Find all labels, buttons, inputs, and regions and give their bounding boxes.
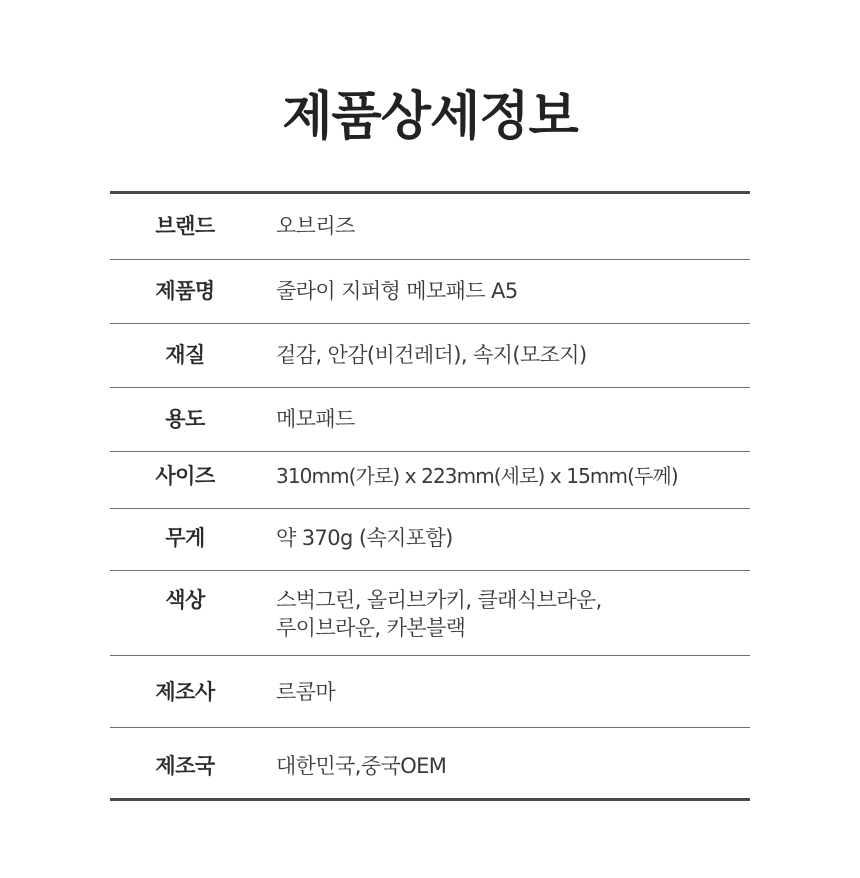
spec-row-usage [110,387,750,451]
spec-row-product-name [110,259,750,323]
spec-value-origin: 대한민국,중국OEM [276,754,447,778]
spec-value-product-name: 줄라이 지퍼형 메모패드 A5 [276,279,518,303]
spec-label-manufacturer: 제조사 [155,680,215,704]
spec-value-color-line-1: 스벅그린, 올리브카키, 클래식브라운, [276,588,602,612]
spec-row-size [110,451,750,508]
spec-row-weight [110,508,750,570]
spec-row-brand [110,194,750,259]
spec-row-color [110,570,750,655]
spec-value-brand: 오브리즈 [276,214,355,238]
spec-row-material [110,323,750,387]
spec-label-size: 사이즈 [155,464,215,488]
spec-table [110,191,750,801]
spec-label-usage: 용도 [165,407,205,431]
spec-value-color [260,586,750,642]
spec-value-size: 310mm(가로) x 223mm(세로) x 15mm(두께) [276,464,678,488]
spec-label-material: 재질 [165,343,205,367]
spec-value-color-line-2: 루이브라운, 카본블랙 [276,616,466,640]
spec-label-product-name: 제품명 [155,279,215,303]
spec-value-usage: 메모패드 [276,407,355,431]
spec-value-manufacturer: 르콤마 [276,680,336,704]
spec-label-origin: 제조국 [155,754,215,778]
spec-value-material: 겉감, 안감(비건레더), 속지(모조지) [276,343,587,367]
page-title: 제품상세정보 [282,87,578,147]
spec-row-manufacturer [110,655,750,727]
spec-label-color: 색상 [165,588,205,612]
spec-row-origin [110,727,750,798]
spec-label-brand: 브랜드 [155,214,215,238]
spec-value-weight: 약 370g (속지포함) [276,526,453,550]
spec-label-weight: 무게 [165,526,205,550]
